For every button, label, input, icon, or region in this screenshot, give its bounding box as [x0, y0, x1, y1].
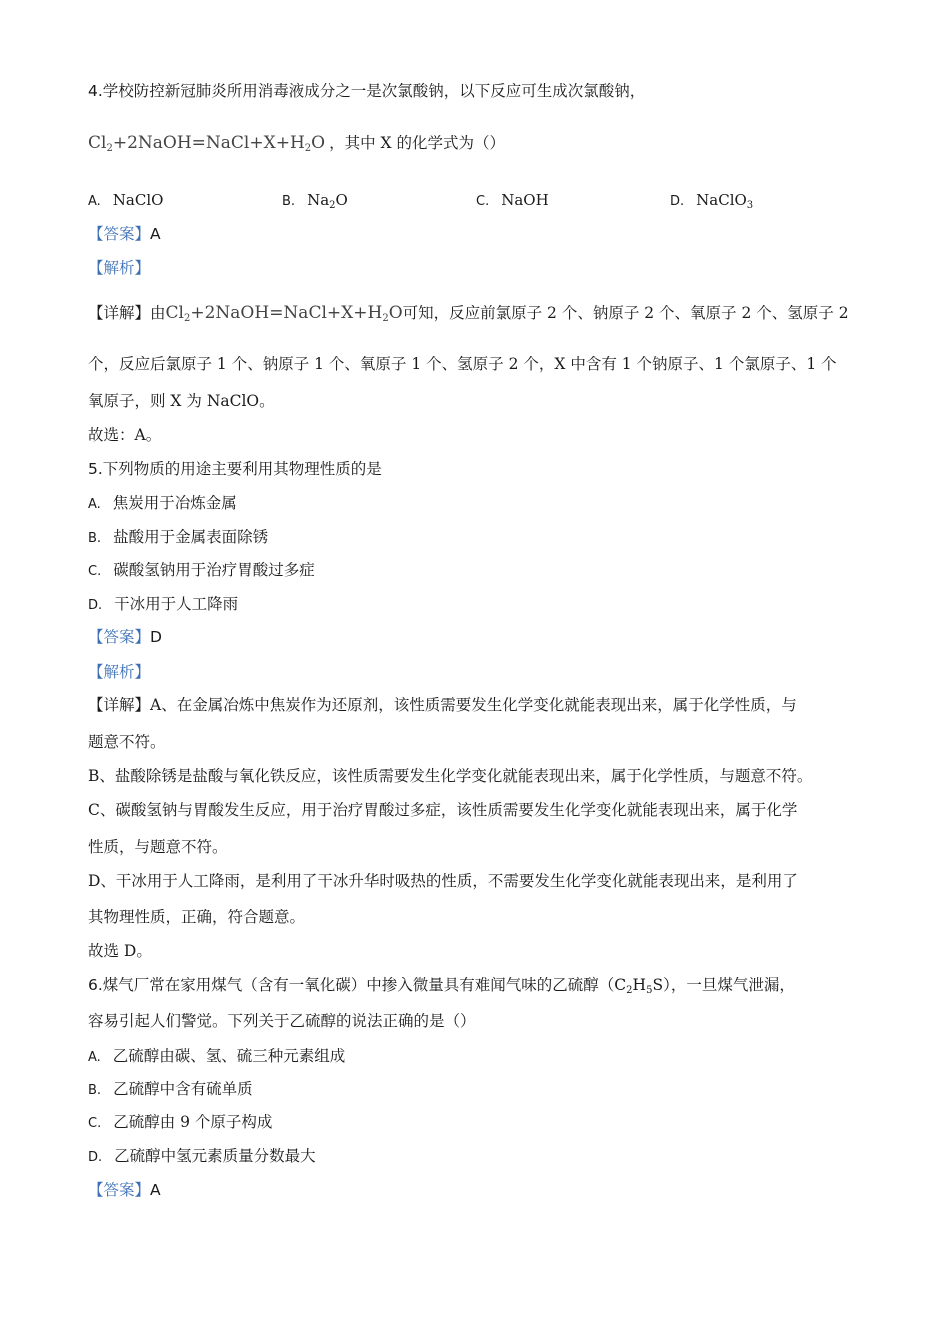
q4-equation: $Cl_2+2NaOH=NaCl+X+H_2O$	[88, 133, 326, 154]
q5-detail-line6: D、干冰用于人工降雨，是利用了干冰升华时吸热的性质，不需要发生化学变化就能表现出来，是利用了	[88, 872, 798, 890]
q4-detail-equation: $Cl_2+2NaOH=NaCl+X+H_2O$	[165, 303, 403, 324]
q6-option-c: C. 乙硫醇由 9 个原子构成	[88, 1113, 273, 1131]
q5-detail-line7: 其物理性质，正确，符合题意。	[88, 908, 306, 926]
q4-conclusion: 故选：A。	[88, 426, 162, 444]
q5-detail-line5: 性质，与题意不符。	[88, 838, 228, 856]
q6-option-a: A. 乙硫醇由碳、氢、硫三种元素组成	[88, 1047, 346, 1065]
answer-tag: 【答案】	[88, 225, 151, 243]
q4-analysis-tag: 【解析】	[88, 259, 151, 277]
q4-number: 4.	[88, 82, 103, 100]
q4-stem	[88, 80, 645, 102]
q6-stem-line2: 容易引起人们警觉。下列关于乙硫醇的说法正确的是（）	[88, 1012, 476, 1030]
q6-number: 6.	[88, 976, 103, 994]
q4-stem-text: 学校防控新冠肺炎所用消毒液成分之一是次氯酸钠，以下反应可生成次氯酸钠，	[102, 82, 646, 100]
q5-option-c: C. 碳酸氢钠用于治疗胃酸过多症	[88, 561, 315, 579]
q4-option-d: D. NaClO$_3$	[670, 191, 754, 211]
q6-option-b: B. 乙硫醇中含有硫单质	[88, 1080, 253, 1098]
q5-detail-line1: 【详解】A、在金属冶炼中焦炭作为还原剂，该性质需要发生化学变化就能表现出来，属于化学性质，与	[88, 696, 797, 714]
q5-option-d: D. 干冰用于人工降雨	[88, 595, 239, 613]
q6-answer: 【答案】A	[88, 1181, 161, 1199]
q5-option-a: A. 焦炭用于冶炼金属	[88, 494, 237, 512]
q5-answer: 【答案】D	[88, 628, 162, 646]
q4-option-b: B. $Na_2O$	[282, 191, 348, 211]
detail-tag: 【详解】	[88, 304, 151, 322]
q4-stem-tail: ，其中 X 的化学式为（）	[329, 134, 505, 152]
q4-equation-line	[88, 132, 505, 160]
q4-detail-line3: 氧原子，则 X 为 NaClO。	[88, 392, 275, 410]
q6-stem-line1: 6.煤气厂常在家用煤气（含有一氧化碳）中掺入微量具有难闻气味的乙硫醇$(C_2H_5S)$，一旦煤气泄漏，	[88, 976, 795, 996]
q5-analysis-tag: 【解析】	[88, 663, 151, 681]
q5-detail-line4: C、碳酸氢钠与胃酸发生反应，用于治疗胃酸过多症，该性质需要发生化学变化就能表现出来，属于化学	[88, 801, 798, 819]
q5-detail-line2: 题意不符。	[88, 733, 166, 751]
answer-value: A	[150, 225, 161, 243]
q4-answer	[88, 223, 161, 245]
q5-detail-line3: B、盐酸除锈是盐酸与氧化铁反应，该性质需要发生化学变化就能表现出来，属于化学性质，与题意不符。	[88, 767, 813, 785]
q5-option-b: B. 盐酸用于金属表面除锈	[88, 528, 269, 546]
q6-option-d: D. 乙硫醇中氢元素质量分数最大	[88, 1147, 316, 1165]
q4-detail-line1: 【详解】由$Cl_2+2NaOH=NaCl+X+H_2O$可知，反应前氯原子 2 个、钠原子 2 个、氧原子 2 个、氢原子 2	[88, 303, 849, 324]
q4-option-c: C. NaOH	[476, 191, 549, 209]
q5-number: 5.	[88, 460, 103, 478]
q5-stem: 5.下列物质的用途主要利用其物理性质的是	[88, 460, 382, 478]
q4-option-a: A. NaClO	[88, 191, 164, 209]
q5-conclusion: 故选 D。	[88, 942, 152, 960]
q4-detail-line2: 个，反应后氯原子 1 个、钠原子 1 个、氧原子 1 个、氢原子 2 个，X 中含有 1 个钠原子、1 个氯原子、1 个	[88, 355, 837, 373]
